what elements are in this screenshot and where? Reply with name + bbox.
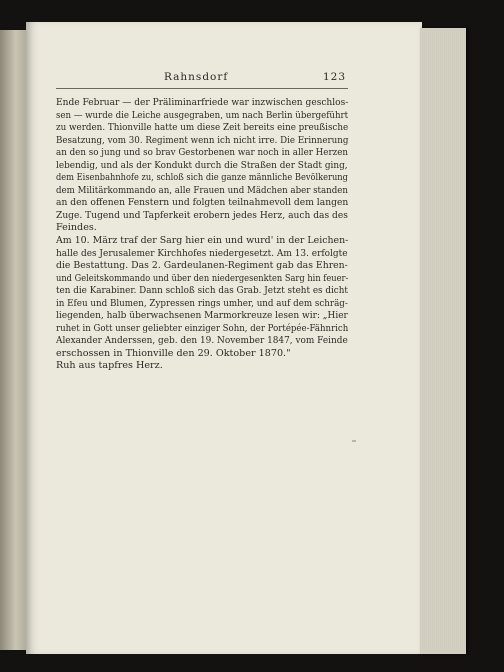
body-text: [56, 97, 348, 373]
text-line: sen — wurde die Leiche ausgegraben, um nach Berlin übergeführt: [56, 109, 349, 121]
text-line: Besatzung, vom 30. Regiment wenn ich nicht irre. Die Erinnerung: [56, 134, 349, 146]
text-line: Ende Februar — der Präliminarfriede war inzwischen geschlos-: [56, 97, 349, 108]
text-line: an den offenen Fenstern und folgten teilnahmevoll dem langen: [56, 197, 349, 209]
text-line: Zuge. Tugend und Tapferkeit erobern jedes Herz, auch das des: [56, 209, 348, 221]
text-line: halle des Jerusalemer Kirchhofes niedergesetzt. Am 13. erfolgte: [56, 247, 348, 259]
page-number: 123: [322, 71, 346, 83]
page-header: [150, 71, 346, 87]
text-line: dem Eisenbahnhofe zu, schloß sich die ganze männliche Bevölkerung: [56, 172, 348, 184]
paragraph-2: [56, 235, 348, 360]
text-line: liegenden, halb überwachsenen Marmorkreuze lesen wir: „Hier: [56, 310, 348, 322]
text-line: Ruh aus tapfres Herz.: [56, 360, 163, 372]
text-line: lebendig, und als der Kondukt durch die Straßen der Stadt ging,: [56, 159, 348, 171]
paragraph-1: [56, 97, 348, 235]
text-line: und Geleitskommando und über den niedergesenkten Sarg hin feuer-: [56, 272, 349, 284]
text-line: Am 10. März traf der Sarg hier ein und wurd' in der Leichen-: [56, 235, 349, 247]
text-line: ten die Karabiner. Dann schloß sich das Grab. Jetzt steht es dicht: [56, 285, 348, 297]
running-head: Rahnsdorf: [164, 71, 229, 83]
text-line: Feindes.: [56, 222, 97, 234]
text-line: erschossen in Thionville den 29. Oktober 1870.": [56, 347, 291, 359]
text-line: Alexander Anderssen, geb. den 19. November 1847, vom Feinde: [56, 335, 348, 347]
text-line: in Efeu und Blumen, Zypressen rings umher, und auf dem schräg-: [56, 297, 348, 309]
text-line: ruhet in Gott unser geliebter einziger Sohn, der Portépée-Fähnrich: [56, 322, 349, 334]
page-stack-edge: [420, 28, 466, 654]
text-line: zu werden. Thionville hatte um diese Zeit bereits eine preußische: [56, 122, 349, 134]
facing-page-edge: [0, 30, 26, 650]
text-line: dem Militärkommando an, alle Frauen und Mädchen aber standen: [56, 184, 348, 196]
paragraph-3: [56, 360, 348, 373]
paper-speck: [352, 440, 356, 442]
text-line: an den so jung und so brav Gestorbenen war noch in aller Herzen: [56, 147, 349, 159]
text-line: die Bestattung. Das 2. Gardeulanen-Regiment gab das Ehren-: [56, 260, 348, 272]
header-rule: [56, 88, 348, 89]
